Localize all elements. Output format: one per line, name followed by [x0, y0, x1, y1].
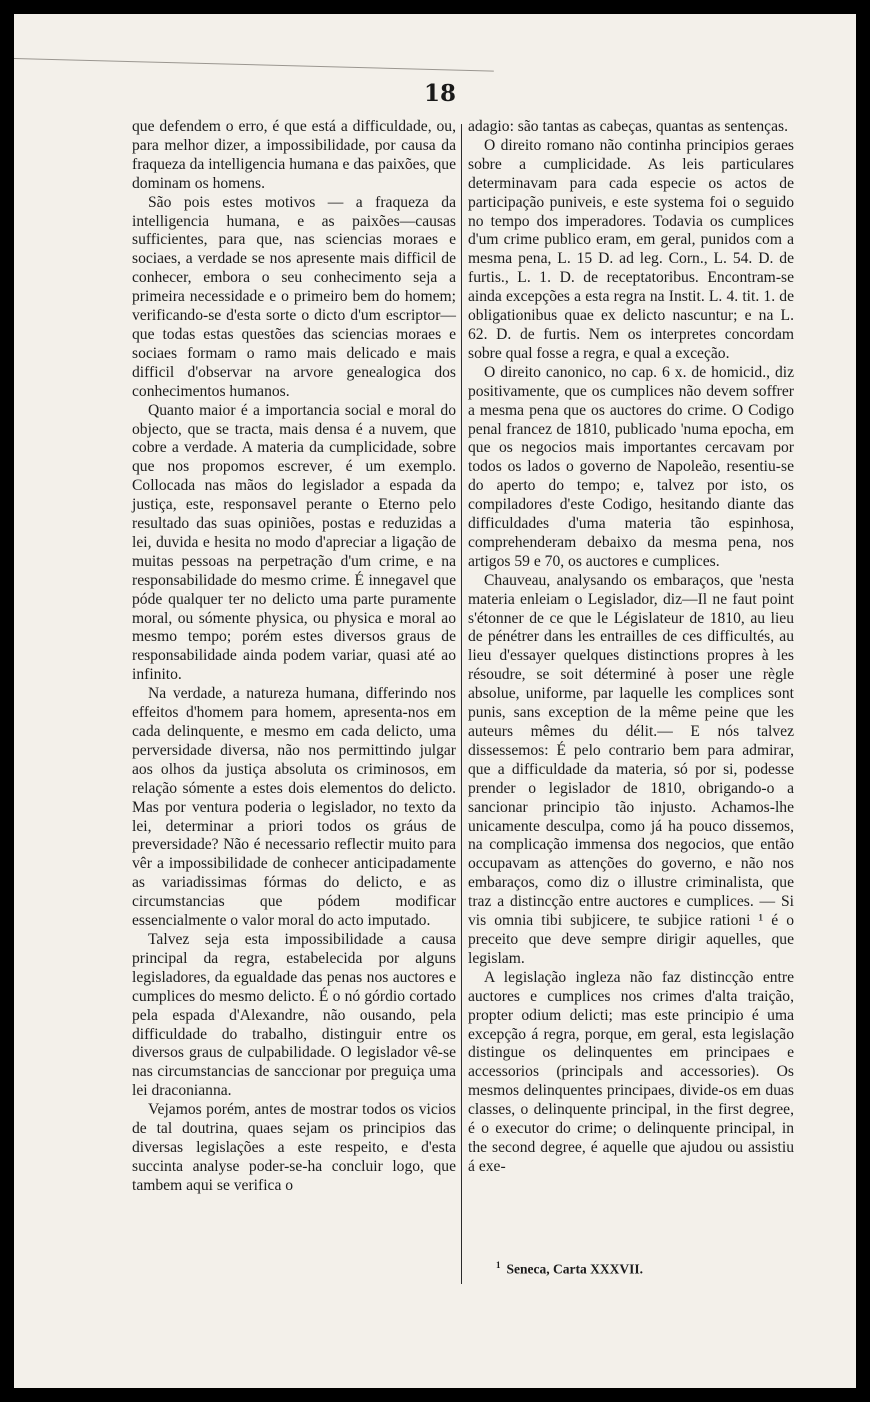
paragraph: O direito canonico, no cap. 6 x. de homicid., diz positivamente, que os cumplices não devem soffrer a mesma pena que os auctores do crime. O Codigo penal francez de 1810, publicado 'numa epocha, em que os negocios mais importantes cercavam por todos os lados o governo de Napoleão, resentiu-se do aperto do tempo; e, talvez por isto, os compiladores d'este Codigo, hesitando diante das difficuldades d'uma materia tão espinhosa, comprehenderam debaixo da mesma pena, nos artigos 59 e 70, os auctores e cumplices. [468, 363, 794, 570]
paragraph: Talvez seja esta impossibilidade a causa principal da regra, estabelecida por alguns legisladores, da egualdade das penas nos auctores e cumplices do mesmo delicto. É o nó górdio cortado pela espada d'Alexandre, não ousando, pela difficuldade do trabalho, distinguir entre os diversos graus de culpabilidade. O legislador vê-se nas circumstancias de sanccionar por preguiça uma lei draconianna. [132, 930, 456, 1100]
paragraph: São pois estes motivos — a fraqueza da intelligencia humana, e as paixões—causas sufficientes, para que, nas sciencias moraes e sociaes, a verdade se nos apresente mais difficil de conhecer, embora o seu conhecimento seja a primeira necessidade e o primeiro bem do homem; verificando-se d'esta sorte o dicto d'um escriptor—que todas estas questões das sciencias moraes e sociaes formam o ramo mais delicado e mais difficil d'observar na arvore genealogica dos conhecimentos humanos. [132, 193, 456, 400]
document-page [14, 14, 856, 1388]
footnote-marker: 1 [496, 1260, 501, 1270]
paragraph: A legislação ingleza não faz distincção entre auctores e cumplices nos crimes d'alta traição, propter odium delicti; mas este principio é uma excepção á regra, porque, em geral, esta legislação distingue os delinquentes em principaes e accessorios (principals and accessories). Os mesmos delinquentes principaes, divide-os em duas classes, o delinquente principal, in the first degree, é o executor do crime; o delinquente principal, in the second degree, é aquelle que ajudou ou assistiu á exe- [468, 968, 794, 1175]
paragraph: Vejamos porém, antes de mostrar todos os vicios de tal doutrina, quaes sejam os principios das diversas legislações a este respeito, e d'esta succinta analyse poder-se-ha concluir logo, que tambem aqui se verifica o [132, 1101, 456, 1194]
column-divider [461, 124, 462, 1284]
footnote [496, 1260, 796, 1278]
paragraph: O direito romano não continha principios geraes sobre a cumplicidade. As leis particulares determinavam para cada especie os actos de participação puniveis, e este systema foi o seguido no tempo dos imperadores. Todavia os cumplices d'um crime publico eram, em geral, punidos com a mesma pena, L. 15 D. ad leg. Corn., L. 54. D. de furtis., L. 1. D. de receptatoribus. Encontram-se ainda excepções a esta regra na Instit. L. 4. tit. 1. de obligationibus quae ex delicto nascuntur; e na L. 62. D. de furtis. Nem os interpretes concordam sobre qual fosse a regra, e qual a exceção. [468, 136, 794, 362]
footnote-text: Seneca, Carta XXXVII. [506, 1261, 643, 1277]
paragraph: Chauveau, analysando os embaraços, que 'nesta materia enleiam o Legislador, diz—Il ne faut point s'étonner de ce que le Législateur de 1810, au lieu de pénétrer dans les entrailles de ces difficultés, au lieu d'essayer quelques distinctions propres à les résoudre, se soit déterminé à poser une règle absolue, uniforme, par laquelle les complices sont punis, sans exception de la même peine que les auteurs mêmes du délit.— E nós talvez dissessemos: É pelo contrario bem para admirar, que a difficuldade da materia, só por si, podesse prender o legislador de 1810, obrigando-o a sancionar principio tão injusto. Achamos-lhe unicamente desculpa, como já ha pouco dissemos, na complicação immensa dos negocios, que então occupavam as attenções do governo, e não nos embaraços, como diz o illustre criminalista, que traz a distincção entre auctores e cumplices. — Si vis omnia tibi subjicere, te subjice rationi ¹ é o preceito que deve sempre dirigir aquelles, que legislam. [468, 571, 794, 967]
paragraph: Na verdade, a natureza humana, differindo nos effeitos d'homem para homem, apresenta-nos em cada delinquente, e mesmo em cada delicto, uma perversidade diversa, não nos permittindo julgar aos olhos da justiça absoluta os criminosos, em relação sómente a estes dois elementos do delicto. Mas por ventura poderia o legislador, no texto da lei, determinar a priori todos os gráus de preversidade? Não é necessario reflectir muito para vêr a impossibilidade de conhecer anticipadamente as variadissimas fórmas do delicto, e as circumstancias que pódem modificar essencialmente o valor moral do acto imputado. [132, 685, 456, 930]
left-column [132, 118, 456, 1196]
scan-artifact-line [14, 58, 494, 72]
paragraph: Quanto maior é a importancia social e moral do objecto, que se tracta, mais densa é a nuvem, que cobre a verdade. A materia da cumplicidade, sobre que nos propomos escrever, é um exemplo. Collocada nas mãos do legislador a espada da justiça, este, responsavel perante o Eterno pelo resultado das suas opiniões, postas e reduzidas a lei, duvida e hesita no modo d'apreciar a ligação de muitas pessoas na perpetração d'um crime, e na responsabilidade do mesmo crime. É innegavel que póde qualquer ter no delicto uma parte puramente moral, ou sómente physica, ou physica e moral ao mesmo tempo; porém estes diversos graus de responsabilidade ainda podem variar, quasi até ao infinito. [132, 401, 456, 684]
paragraph: que defendem o erro, é que está a difficuldade, ou, para melhor dizer, a impossibilidade, por causa da fraqueza da intelligencia humana e das paixões, que dominam os homens. [132, 118, 456, 192]
paragraph: adagio: são tantas as cabeças, quantas as sentenças. [468, 118, 788, 135]
right-column [468, 118, 794, 1177]
page-number: 18 [423, 80, 456, 107]
